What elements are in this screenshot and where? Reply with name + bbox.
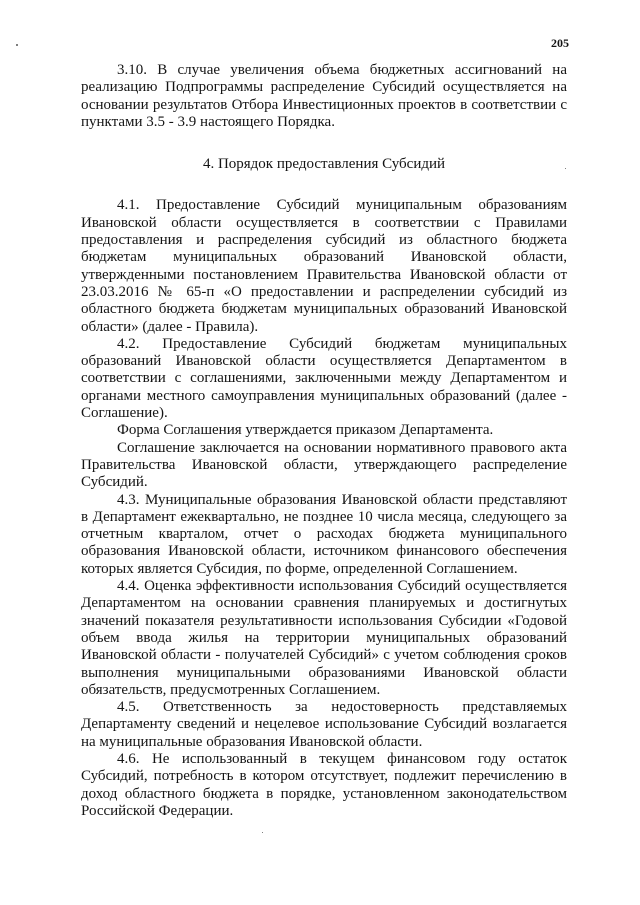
scan-speck bbox=[262, 832, 263, 833]
paragraph-3-10: 3.10. В случае увеличения объема бюджетных ассигнований на реализацию Подпрограммы распределение Субсидий осуществляется на основании результатов Отбора Инвестиционных проектов в соответствии с пунктами 3.5 - 3.9 настоящего Порядка. bbox=[81, 62, 567, 130]
paragraph-4-4: 4.4. Оценка эффективности использования Субсидий осуществляется Департаментом на основании сравнения планируемых и достигнутых значений показателя результативности использования Субсидии «Годовой объем ввода жилья на территории муниципальных образований Ивановской области - получателей Субсидий» с учетом соблюдения сроков выполнения муниципальными образованиями Ивановской области обязательств, предусмотренных Соглашением. bbox=[81, 578, 567, 698]
paragraph-agreement-basis: Соглашение заключается на основании нормативного правового акта Правительства Ивановской области, утверждающего распределение Субсидий. bbox=[81, 439, 567, 491]
paragraph-agreement-form: Форма Соглашения утверждается приказом Департамента. bbox=[117, 422, 494, 439]
paragraph-4-6: 4.6. Не использованный в текущем финансовом году остаток Субсидий, потребность в котором отсутствует, подлежит перечислению в доход областного бюджета в порядке, установленном законодательством Российской Федерации. bbox=[81, 750, 567, 819]
page-number: 205 bbox=[551, 36, 569, 50]
section-4-heading: 4. Порядок предоставления Субсидий bbox=[202, 156, 446, 173]
document-body bbox=[81, 62, 567, 820]
paragraph-4-3: 4.3. Муниципальные образования Ивановской области представляют в Департамент ежеквартально, не позднее 10 числа месяца, следующего за отчетным кварталом, отчет о расходах бюджета муниципального образования Ивановской области, источником финансового обеспечения которых является Субсидия, по форме, определенной Соглашением. bbox=[81, 491, 567, 577]
paragraph-4-1: 4.1. Предоставление Субсидий муниципальным образованиям Ивановской области осуществляется в соответствии с Правилами предоставления и распределения субсидий из областного бюджета бюджетам муниципальных образований Ивановской области, утвержденными постановлением Правительства Ивановской области от 23.03.2016 № 65-п «О предоставлении и распределении субсидий из областного бюджета бюджетам муниципальных образований Ивановской области» (далее - Правила). bbox=[81, 197, 567, 335]
scan-speck bbox=[16, 44, 18, 46]
paragraph-4-5: 4.5. Ответственность за недостоверность представляемых Департаменту сведений и нецелевое использование Субсидий возлагается на муниципальные образования Ивановской области. bbox=[81, 699, 567, 750]
paragraph-4-2: 4.2. Предоставление Субсидий бюджетам муниципальных образований Ивановской области осуществляется Департаментом в соответствии с соглашениями, заключенными между Департаментом и органами местного самоуправления муниципальных образований (далее - Соглашение). bbox=[81, 335, 567, 422]
